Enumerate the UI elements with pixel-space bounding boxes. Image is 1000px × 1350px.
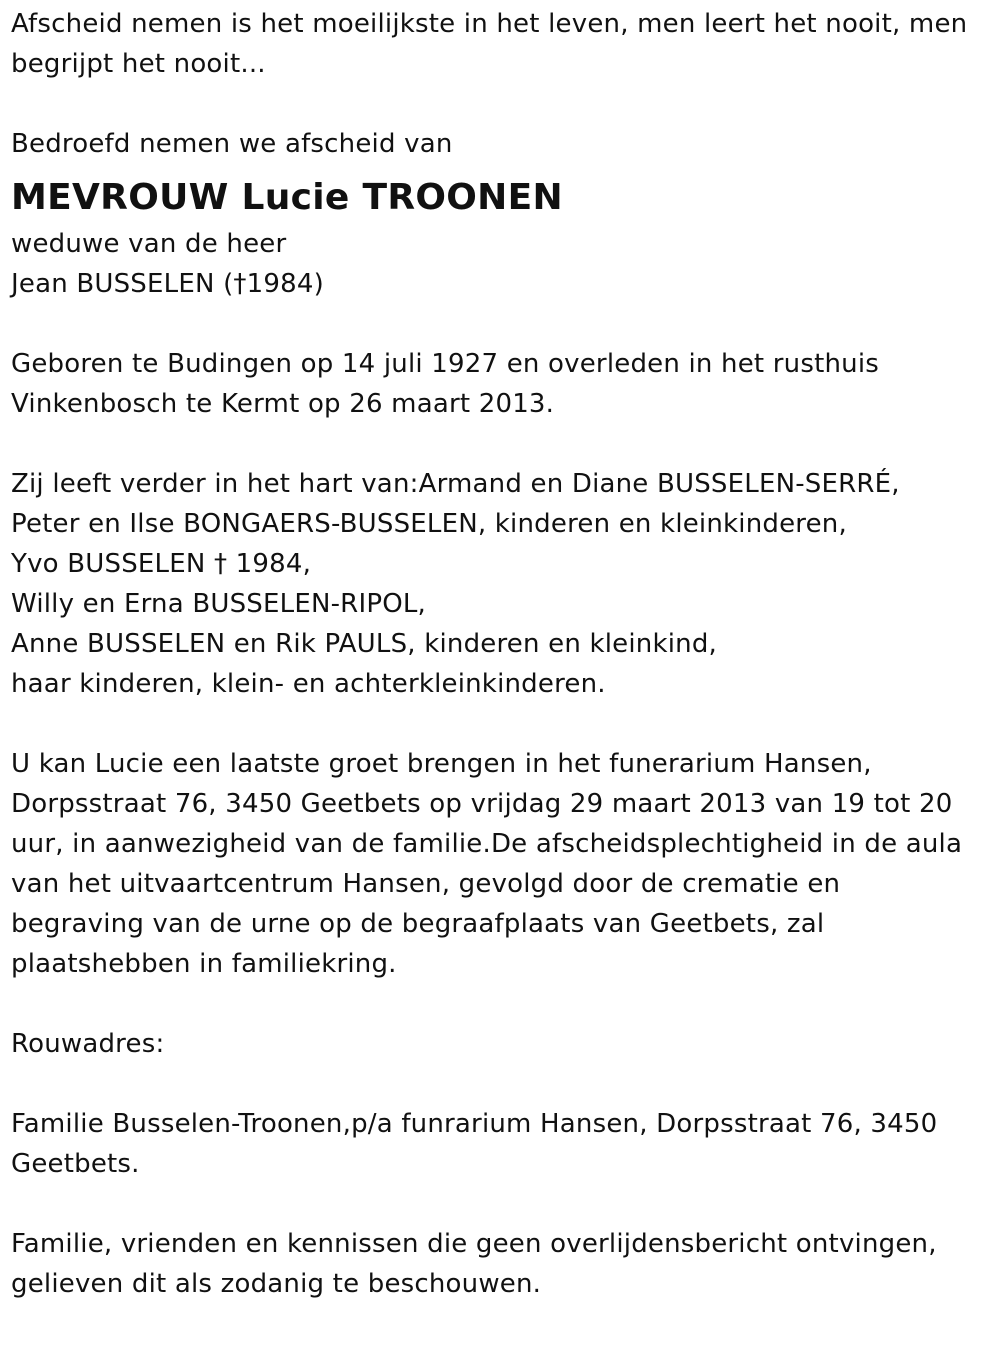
spouse-name: Jean BUSSELEN (†1984) [11, 269, 324, 299]
ceremony-line-5: begraving van de urne op de begraafplaats van Geetbets, zal [11, 909, 825, 939]
ceremony-line-1: U kan Lucie een laatste groet brengen in het funerarium Hansen, [11, 749, 872, 779]
birth-death-line-2: Vinkenbosch te Kermt op 26 maart 2013. [11, 389, 555, 419]
family-line-2: Peter en Ilse BONGAERS-BUSSELEN, kinderen en kleinkinderen, [11, 509, 847, 539]
closing-line-1: Familie, vrienden en kennissen die geen overlijdensbericht ontvingen, [11, 1229, 937, 1259]
family-line-5: Anne BUSSELEN en Rik PAULS, kinderen en kleinkind, [11, 629, 717, 659]
closing-line-2: gelieven dit als zodanig te beschouwen. [11, 1269, 542, 1299]
intro-line-1: Afscheid nemen is het moeilijkste in het leven, men leert het nooit, men [11, 9, 968, 39]
address-label: Rouwadres: [11, 1029, 165, 1059]
spacer [11, 1064, 1000, 1104]
family-line-3: Yvo BUSSELEN † 1984, [11, 549, 312, 579]
address-line-2: Geetbets. [11, 1149, 140, 1179]
spacer [11, 84, 1000, 124]
spacer [11, 1184, 1000, 1224]
intro-line-2: begrijpt het nooit... [11, 49, 266, 79]
ceremony-line-6: plaatshebben in familiekring. [11, 949, 397, 979]
family-line-4: Willy en Erna BUSSELEN-RIPOL, [11, 589, 427, 619]
spacer [11, 984, 1000, 1024]
ceremony-line-3: uur, in aanwezigheid van de familie.De afscheidsplechtigheid in de aula [11, 829, 963, 859]
ceremony-line-4: van het uitvaartcentrum Hansen, gevolgd door de crematie en [11, 869, 841, 899]
spacer [11, 424, 1000, 464]
birth-death-line-1: Geboren te Budingen op 14 juli 1927 en overleden in het rusthuis [11, 349, 880, 379]
spacer [11, 704, 1000, 744]
family-line-1: Zij leeft verder in het hart van:Armand en Diane BUSSELEN-SERRÉ, [11, 469, 900, 499]
family-line-6: haar kinderen, klein- en achterkleinkinderen. [11, 669, 606, 699]
widow-of: weduwe van de heer [11, 229, 287, 259]
ceremony-line-2: Dorpsstraat 76, 3450 Geetbets op vrijdag 29 maart 2013 van 19 tot 20 [11, 789, 953, 819]
deceased-name: MEVROUW Lucie TROONEN [11, 177, 563, 218]
spacer [11, 304, 1000, 344]
announcement: Bedroefd nemen we afscheid van [11, 129, 453, 159]
address-line-1: Familie Busselen-Troonen,p/a funrarium Hansen, Dorpsstraat 76, 3450 [11, 1109, 938, 1139]
